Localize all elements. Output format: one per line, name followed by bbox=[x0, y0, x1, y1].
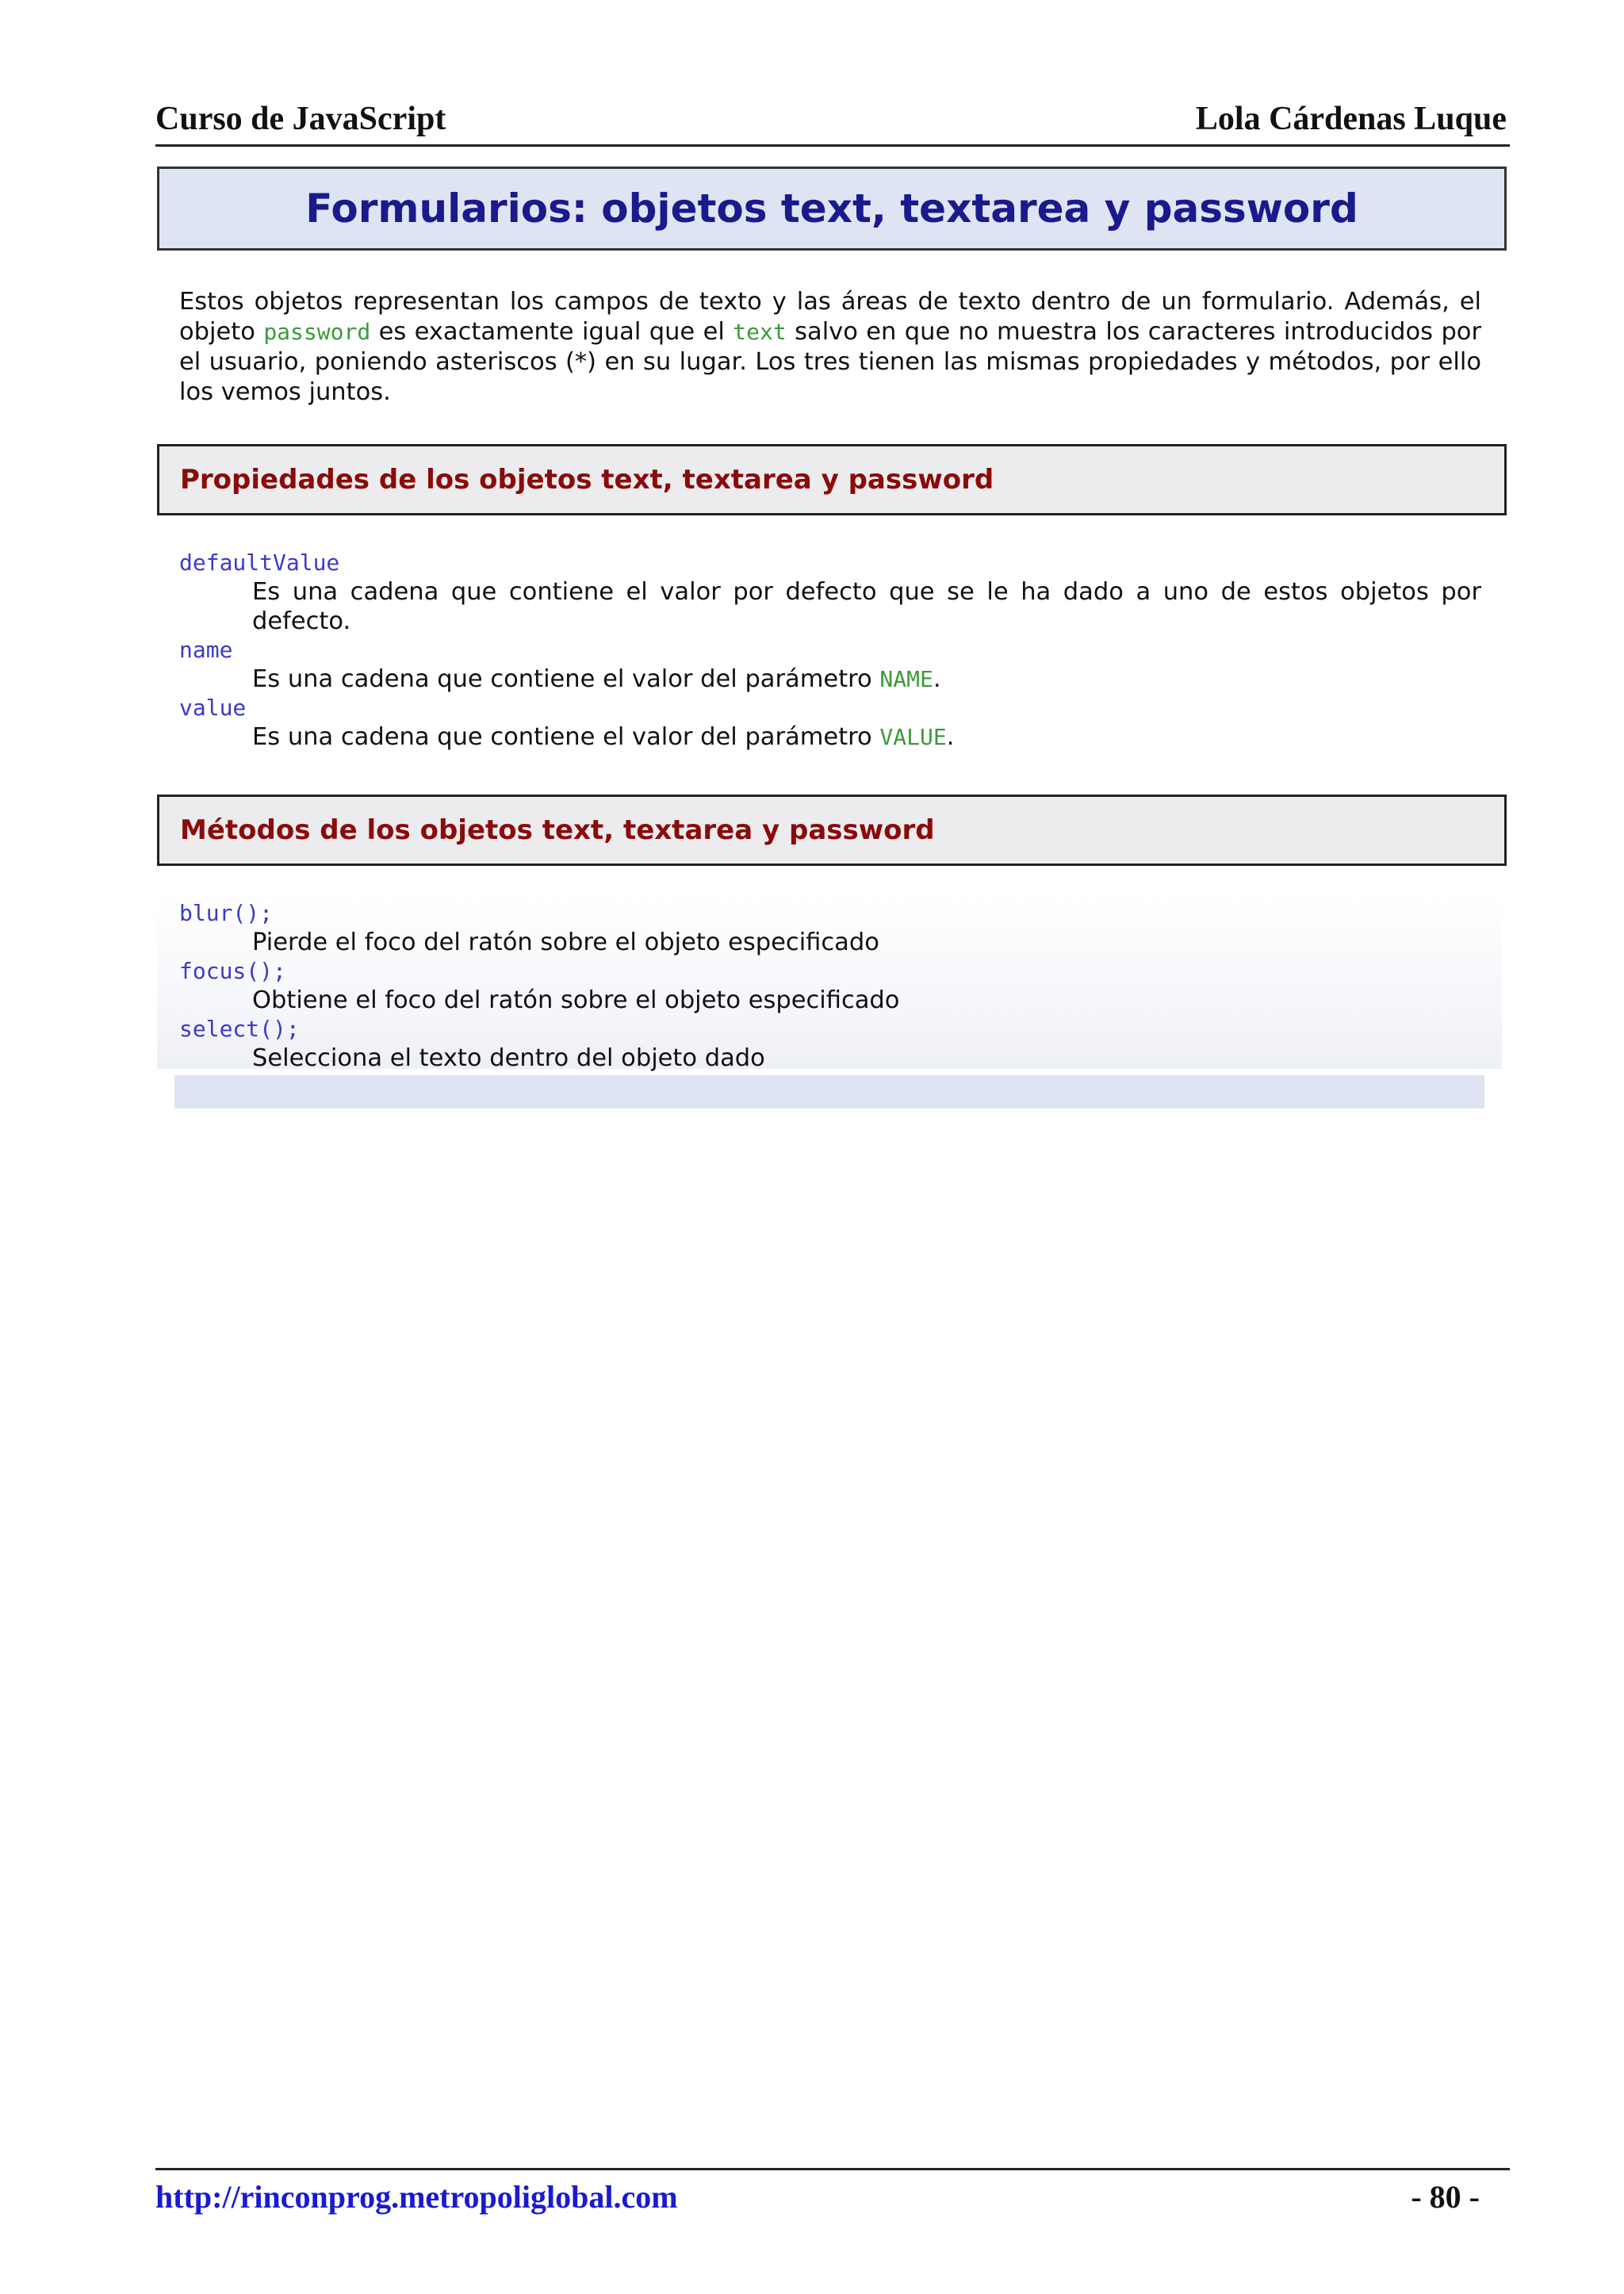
methods-shaded-bar bbox=[174, 1075, 1484, 1109]
header-course-title: Curso de JavaScript bbox=[155, 101, 446, 137]
page-footer bbox=[155, 2168, 1510, 2226]
property-desc-name-end: . bbox=[933, 665, 941, 693]
methods-heading bbox=[157, 795, 1507, 866]
property-desc-name-text: Es una cadena que contiene el valor del parámetro bbox=[252, 665, 872, 693]
property-code-name: NAME bbox=[879, 666, 933, 692]
property-code-value: VALUE bbox=[879, 724, 947, 750]
intro-paragraph bbox=[179, 287, 1481, 408]
method-term-select: select(); bbox=[179, 1016, 300, 1042]
methods-list bbox=[179, 899, 1481, 1073]
method-desc-select: Selecciona el texto dentro del objeto dado bbox=[252, 1044, 765, 1072]
method-desc-focus: Obtiene el foco del ratón sobre el objeto especificado bbox=[252, 986, 900, 1014]
property-term-name: name bbox=[179, 637, 233, 663]
properties-heading-text: Propiedades de los objetos text, textarea y password bbox=[180, 464, 994, 496]
property-desc-name bbox=[179, 664, 1481, 694]
method-desc-blur: Pierde el foco del ratón sobre el objeto especificado bbox=[252, 929, 879, 956]
property-term-defaultvalue: defaultValue bbox=[179, 550, 340, 576]
method-term-blur: blur(); bbox=[179, 900, 274, 926]
property-desc-defaultvalue: Es una cadena que contiene el valor por defecto que se le ha dado a uno de estos objetos por defecto. bbox=[252, 578, 1481, 635]
header-author: Lola Cárdenas Luque bbox=[1195, 101, 1507, 137]
properties-list bbox=[179, 549, 1481, 752]
intro-text-3: salvo en que no muestra los caracteres introducidos por el usuario, poniendo asteriscos (*) en su lugar. Los tres tienen las mismas propiedades y métodos, por ello los vemos juntos. bbox=[179, 318, 1482, 406]
page-title: Formularios: objetos text, textarea y password bbox=[157, 167, 1507, 251]
property-desc-value-end: . bbox=[946, 723, 955, 751]
intro-text-2: es exactamente igual que el bbox=[378, 318, 725, 346]
page-number: - 80 - bbox=[1411, 2179, 1480, 2215]
property-desc-value bbox=[179, 722, 1481, 752]
method-term-focus: focus(); bbox=[179, 958, 286, 984]
intro-code-password: password bbox=[263, 319, 371, 345]
page-header bbox=[155, 100, 1510, 147]
property-desc-value-text: Es una cadena que contiene el valor del parámetro bbox=[252, 723, 872, 751]
footer-url-link[interactable]: http://rinconprog.metropoliglobal.com bbox=[155, 2179, 678, 2215]
property-term-value: value bbox=[179, 695, 247, 721]
methods-heading-text: Métodos de los objetos text, textarea y password bbox=[180, 814, 935, 846]
intro-code-text: text bbox=[733, 319, 787, 345]
properties-heading bbox=[157, 444, 1507, 515]
intro-text-1: Estos objetos representan los campos de texto y las áreas de texto dentro de un formulario. Además, el objeto bbox=[179, 288, 1481, 346]
